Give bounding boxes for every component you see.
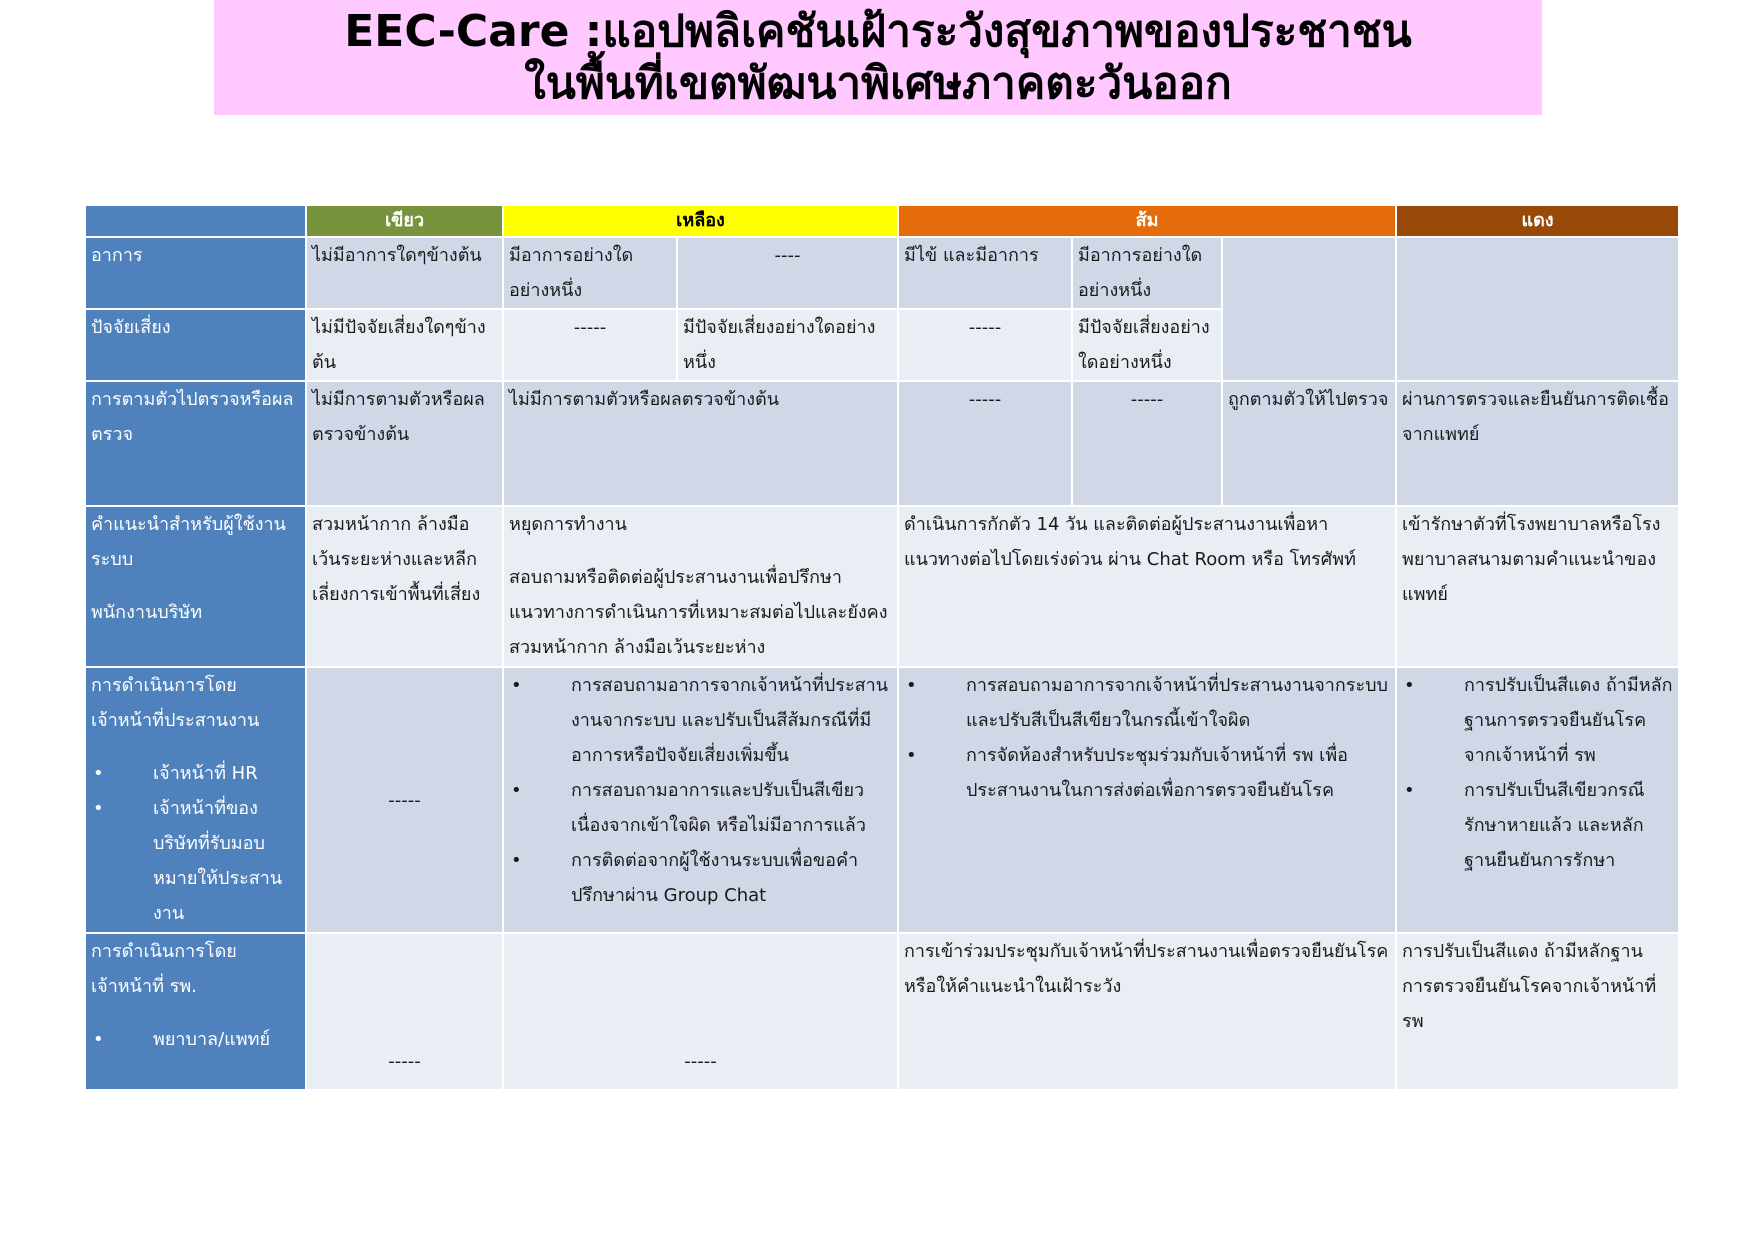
advice-yellow-line-1: หยุดการทำงาน: [509, 514, 627, 535]
advice-label-title: คำแนะนำสำหรับผู้ใช้งานระบบ: [91, 514, 286, 570]
cell-risk-orange-1: -----: [898, 309, 1072, 381]
header-row: [85, 205, 1679, 237]
cell-hospital-red: การปรับเป็นสีแดง ถ้ามีหลักฐานการตรวจยืนยันโรคจากเจ้าหน้าที่ รพ: [1396, 933, 1679, 1090]
cell-advice-yellow: [503, 506, 898, 667]
list-item: • การสอบถามอาการจากเจ้าหน้าที่ประสานงานจากระบบและปรับสีเป็นสีเขียวในกรณี้เข้าใจผิด: [904, 668, 1390, 738]
list-item: • การติดต่อจากผู้ใช้งานระบบเพื่อขอคำปรึกษาผ่าน Group Chat: [509, 843, 892, 913]
cell-tracking-orange-2: -----: [1072, 381, 1222, 506]
cell-symptom-green: ไม่มีอาการใดๆข้างต้น: [306, 237, 503, 309]
cell-coordinator-green: -----: [306, 667, 503, 933]
row-label-risk: ปัจจัยเสี่ยง: [85, 309, 306, 381]
list-item: • การจัดห้องสำหรับประชุมร่วมกับเจ้าหน้าที่ รพ เพื่อประสานงานในการส่งต่อเพื่อการตรวจยืนยันโรค: [904, 738, 1390, 808]
coordinator-label-2: เจ้าหน้าที่ประสานงาน: [91, 710, 260, 731]
table-row-coordinator: [85, 667, 1679, 933]
page-subtitle: ในพื้นที่เขตพัฒนาพิเศษภาคตะวันออก: [524, 58, 1232, 109]
list-item: • พยาบาล/แพทย์: [91, 1022, 300, 1057]
cell-symptom-orange-2: มีอาการอย่างใดอย่างหนึ่ง: [1072, 237, 1222, 309]
row-label-tracking: การตามตัวไปตรวจหรือผลตรวจ: [85, 381, 306, 506]
row-label-advice: [85, 506, 306, 667]
cell-symptom-yellow-1: มีอาการอย่างใดอย่างหนึ่ง: [503, 237, 677, 309]
cell-hospital-green: -----: [306, 933, 503, 1090]
cell-coordinator-orange: [898, 667, 1396, 933]
cell-advice-green: สวมหน้ากาก ล้างมือ เว้นระยะห่างและหลีกเลี่ยงการเข้าพื้นที่เสี่ยง: [306, 506, 503, 667]
table-row-symptom: [85, 237, 1679, 309]
cell-symptom-yellow-2: ----: [677, 237, 898, 309]
cell-tracking-orange-1: -----: [898, 381, 1072, 506]
row-label-coordinator: [85, 667, 306, 933]
cell-hospital-yellow: -----: [503, 933, 898, 1090]
status-level-table: [84, 204, 1680, 1091]
title-banner: [214, 0, 1542, 115]
cell-advice-orange: ดำเนินการกักตัว 14 วัน และติดต่อผู้ประสานงานเพื่อหาแนวทางต่อไปโดยเร่งด่วน ผ่าน Chat Room หรือ โทรศัพท์: [898, 506, 1396, 667]
cell-coordinator-yellow: [503, 667, 898, 933]
cell-coordinator-red: [1396, 667, 1679, 933]
row-label-hospital: [85, 933, 306, 1090]
cell-tracking-yellow: ไม่มีการตามตัวหรือผลตรวจข้างต้น: [503, 381, 898, 506]
header-green: เขียว: [306, 205, 503, 237]
cell-risk-green: ไม่มีปัจจัยเสี่ยงใดๆข้างต้น: [306, 309, 503, 381]
cell-hospital-orange: การเข้าร่วมประชุมกับเจ้าหน้าที่ประสานงานเพื่อตรวจยืนยันโรคหรือให้คำแนะนำในเฝ้าระวัง: [898, 933, 1396, 1090]
table-row-advice: [85, 506, 1679, 667]
list-item: • การปรับเป็นสีแดง ถ้ามีหลักฐานการตรวจยืนยันโรคจากเจ้าหน้าที่ รพ: [1402, 668, 1673, 773]
cell-symptom-risk-red: [1396, 237, 1679, 381]
cell-risk-yellow-1: -----: [503, 309, 677, 381]
cell-advice-red: เข้ารักษาตัวที่โรงพยาบาลหรือโรงพยาบาลสนามตามคำแนะนำของแพทย์: [1396, 506, 1679, 667]
cell-risk-orange-2: มีปัจจัยเสี่ยงอย่างใดอย่างหนึ่ง: [1072, 309, 1222, 381]
header-blank: [85, 205, 306, 237]
cell-symptom-risk-orange-3: [1222, 237, 1396, 381]
page-title: EEC-Care :แอปพลิเคชันเฝ้าระวังสุขภาพของประชาชน: [344, 6, 1412, 57]
list-item: • เจ้าหน้าที่ HR: [91, 756, 300, 791]
advice-label-sub: พนักงานบริษัท: [91, 602, 203, 623]
coordinator-label-1: การดำเนินการโดย: [91, 675, 237, 696]
hospital-label-1: การดำเนินการโดย: [91, 941, 237, 962]
list-item: • การปรับเป็นสีเขียวกรณีรักษาหายแล้ว และหลักฐานยืนยันการรักษา: [1402, 773, 1673, 878]
table-row-hospital: [85, 933, 1679, 1090]
row-label-symptom: อาการ: [85, 237, 306, 309]
coordinator-staff-list: [91, 756, 300, 931]
header-red: แดง: [1396, 205, 1679, 237]
cell-tracking-green: ไม่มีการตามตัวหรือผลตรวจข้างต้น: [306, 381, 503, 506]
hospital-label-2: เจ้าหน้าที่ รพ.: [91, 976, 197, 997]
header-orange: ส้ม: [898, 205, 1396, 237]
advice-yellow-line-2: สอบถามหรือติดต่อผู้ประสานงานเพื่อปรึกษาแนวทางการดำเนินการที่เหมาะสมต่อไปและยังคงสวมหน้ากาก ล้างมือเว้นระยะห่าง: [509, 567, 888, 658]
list-item: • การสอบถามอาการและปรับเป็นสีเขียวเนื่องจากเข้าใจผิด หรือไม่มีอาการแล้ว: [509, 773, 892, 843]
table-row-tracking: [85, 381, 1679, 506]
cell-tracking-red: ผ่านการตรวจและยืนยันการติดเชื้อจากแพทย์: [1396, 381, 1679, 506]
list-item: • การสอบถามอาการจากเจ้าหน้าที่ประสานงานจากระบบ และปรับเป็นสีส้มกรณีที่มีอาการหรือปัจจัยเสี่ยงเพิ่มขึ้น: [509, 668, 892, 773]
hospital-staff-list: [91, 1022, 300, 1057]
cell-symptom-orange-1: มีไข้ และมีอาการ: [898, 237, 1072, 309]
cell-tracking-orange-3: ถูกตามตัวให้ไปตรวจ: [1222, 381, 1396, 506]
header-yellow: เหลือง: [503, 205, 898, 237]
cell-risk-yellow-2: มีปัจจัยเสี่ยงอย่างใดอย่างหนึ่ง: [677, 309, 898, 381]
list-item: • เจ้าหน้าที่ของบริษัทที่รับมอบหมายให้ประสานงาน: [91, 791, 300, 931]
